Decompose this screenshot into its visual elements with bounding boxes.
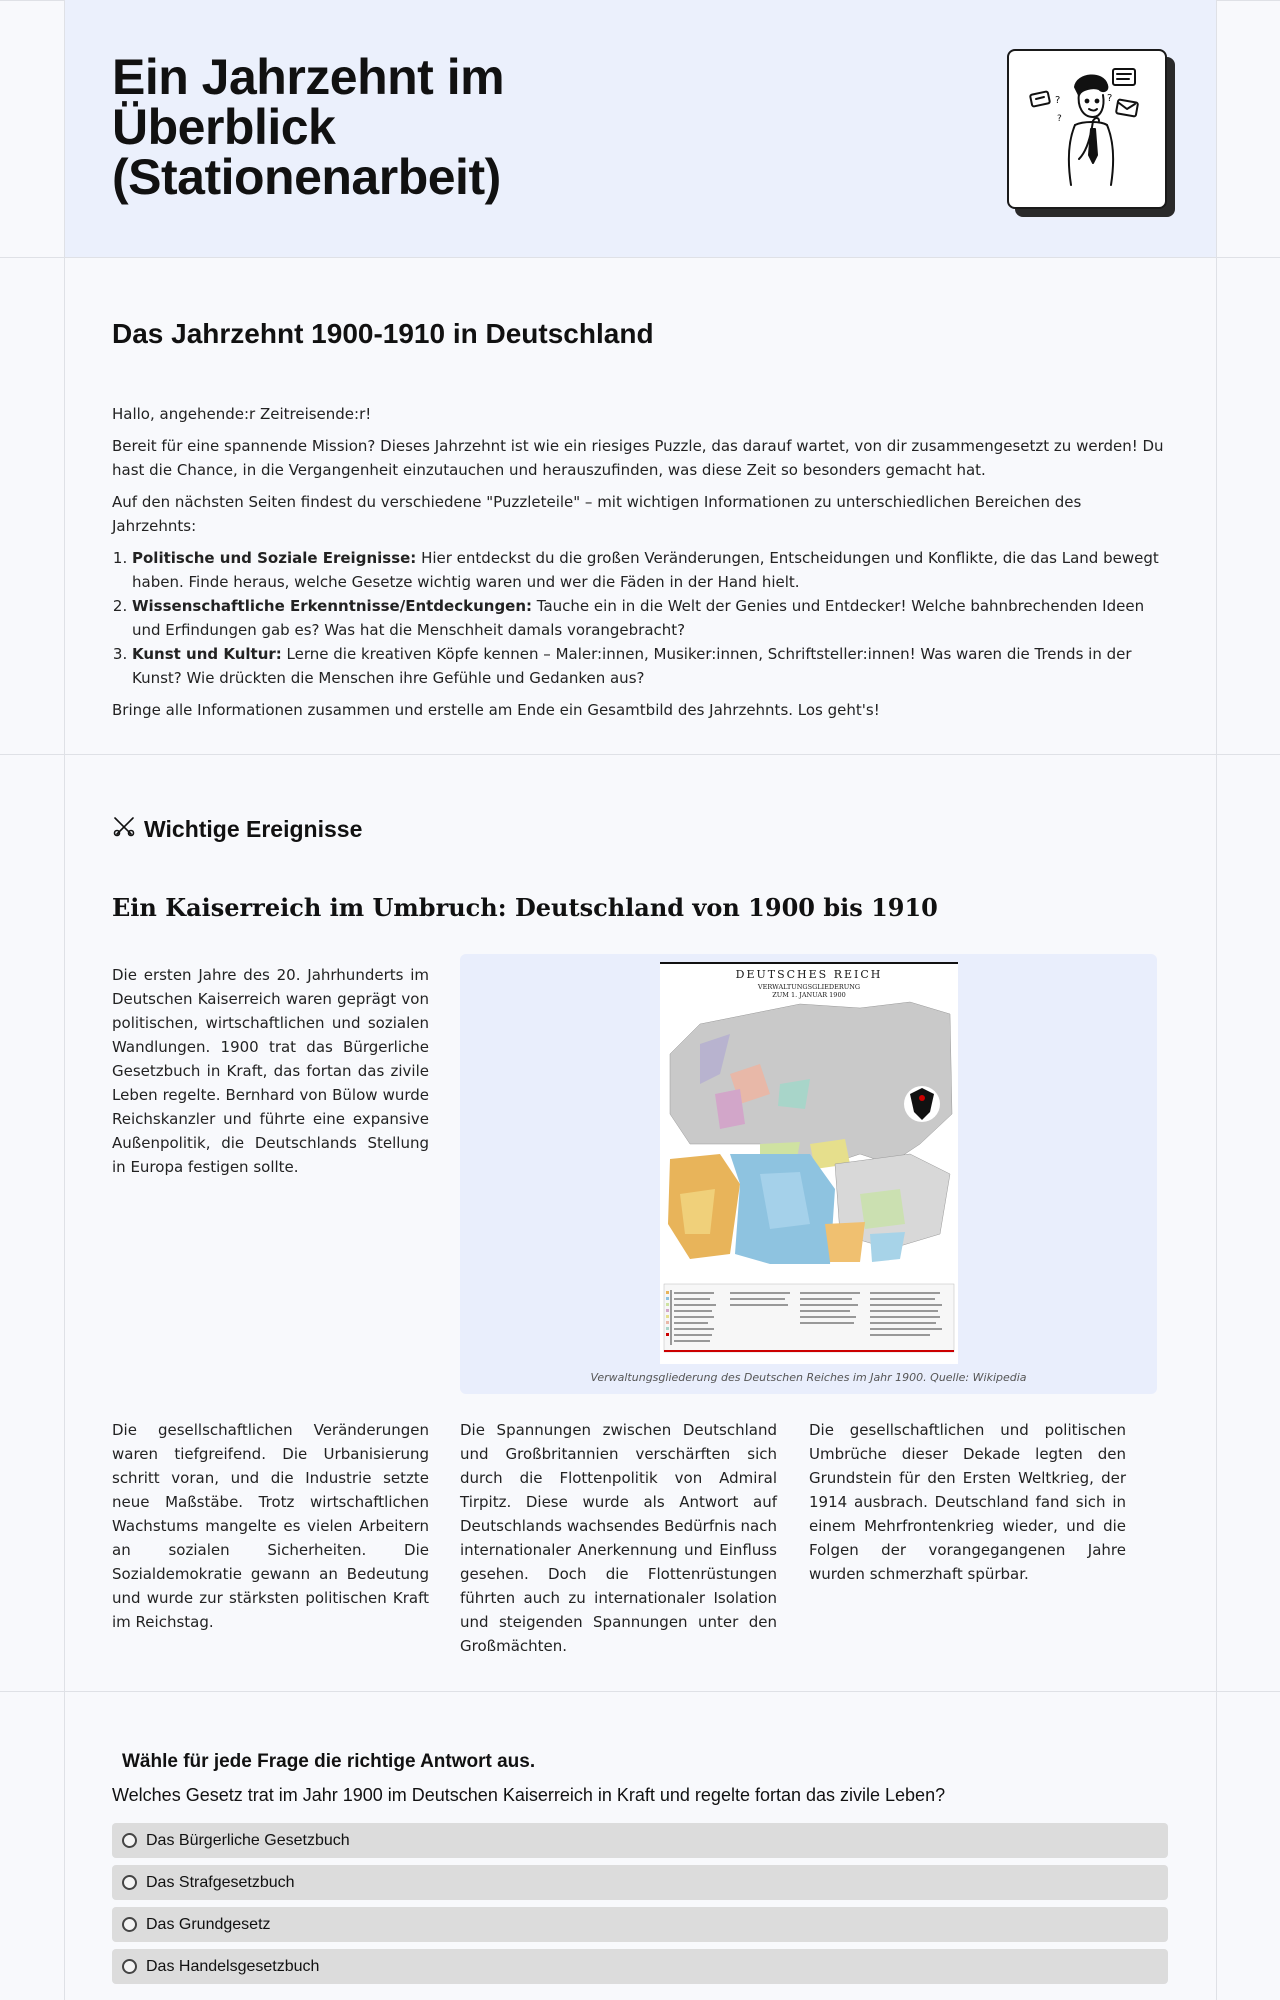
answer-label: Das Strafgesetzbuch <box>146 1873 295 1891</box>
map-caption: Verwaltungsgliederung des Deutschen Reiches im Jahr 1900. Quelle: Wikipedia <box>590 1371 1027 1384</box>
list-item-text: Lerne die kreativen Köpfe kennen – Maler:innen, Musiker:innen, Schriftsteller:innen! Was waren die Trends in der Kunst? Wie drückten die Menschen ihre Gefühle und Gedanken aus? <box>132 645 1132 687</box>
list-item <box>132 642 1168 690</box>
divider <box>0 1691 1280 1692</box>
intro-greeting: Hallo, angehende:r Zeitreisende:r! <box>112 405 372 423</box>
intro-title: Das Jahrzehnt 1900-1910 in Deutschland <box>112 318 654 349</box>
map-heading: DEUTSCHES REICH <box>735 968 883 981</box>
answer-label: Das Bürgerliche Gesetzbuch <box>146 1831 350 1849</box>
article-paragraph: Die gesellschaftlichen und politischen Umbrüche dieser Dekade legten den Grundstein für den Ersten Weltkrieg, der 1914 ausbrach. Deutschland fand sich in einem Mehrfrontenkrieg wieder, und die Folgen der vorangegangenen Jahre wurden schmerzhaft spürbar. <box>809 1421 1126 1583</box>
intro-paragraph: Auf den nächsten Seiten findest du verschiedene "Puzzleteile" – mit wichtigen Informationen zu unterschiedlichen Bereichen des Jahrzehnts: <box>112 493 1082 535</box>
map-subheading: VERWALTUNGSGLIEDERUNG ZUM 1. JANUAR 1900 <box>757 983 861 999</box>
list-item-bold: Wissenschaftliche Erkenntnisse/Entdeckungen: <box>132 597 533 615</box>
list-item <box>132 546 1168 594</box>
column-guide-right <box>1216 0 1217 2000</box>
map-graphic <box>660 994 958 1354</box>
answer-option[interactable] <box>112 1865 1168 1900</box>
article-title: Ein Kaiserreich im Umbruch: Deutschland von 1900 bis 1910 <box>112 893 938 922</box>
column-guide-left <box>64 0 65 2000</box>
svg-text:?: ? <box>1055 95 1061 106</box>
divider <box>0 754 1280 755</box>
answer-option[interactable] <box>112 1907 1168 1942</box>
radio-button[interactable] <box>122 1917 137 1932</box>
thinking-person-icon <box>1007 49 1167 209</box>
events-title: Wichtige Ereignisse <box>144 815 363 842</box>
crossed-swords-icon <box>112 815 136 843</box>
list-item-bold: Kunst und Kultur: <box>132 645 282 663</box>
map-figure <box>460 954 1157 1394</box>
list-item-text: Tauche ein in die Welt der Genies und Entdecker! Welche bahnbrechenden Ideen und Erfindungen gab es? Was hat die Menschheit damals vorangebracht? <box>132 597 1145 639</box>
svg-text:?: ? <box>1057 114 1062 124</box>
divider <box>0 257 1280 258</box>
map-image <box>660 962 958 1364</box>
svg-text:?: ? <box>1107 93 1113 104</box>
answer-option[interactable] <box>112 1823 1168 1858</box>
list-item <box>132 594 1168 642</box>
radio-button[interactable] <box>122 1875 137 1890</box>
article-paragraph: Die gesellschaftlichen Veränderungen waren tiefgreifend. Die Urbanisierung schritt voran, und die Industrie setzte neue Maßstäbe. Trotz wirtschaftlichen Wachstums mangelte es vielen Arbeitern an sozialen Sicherheiten. Die Sozialdemokratie gewann an Bedeutung und wurde zur stärksten politischen Kraft im Reichstag. <box>112 1421 429 1631</box>
radio-button[interactable] <box>122 1959 137 1974</box>
answer-option[interactable] <box>112 1949 1168 1984</box>
article-paragraph: Die Spannungen zwischen Deutschland und Großbritannien verschärften sich durch die Flottenpolitik von Admiral Tirpitz. Diese wurde als Antwort auf Deutschlands wachsendes Bedürfnis nach internationaler Anerkennung und Einfluss gesehen. Doch die Flottenrüstungen führten auch zu internationaler Isolation und steigenden Spannungen unter den Großmächten. <box>460 1421 777 1655</box>
station-list <box>132 546 1168 690</box>
intro-closing: Bringe alle Informationen zusammen und erstelle am Ende ein Gesamtbild des Jahrzehnts. Los geht's! <box>112 701 880 719</box>
events-heading <box>112 815 1168 843</box>
article-paragraph: Die ersten Jahre des 20. Jahrhunderts im Deutschen Kaiserreich waren geprägt von politischen, wirtschaftlichen und sozialen Wandlungen. 1900 trat das Bürgerliche Gesetzbuch in Kraft, das fortan das zivile Leben regelte. Bernhard von Bülow wurde Reichskanzler und führte eine expansive Außenpolitik, die Deutschlands Stellung in Europa festigen sollte. <box>112 966 429 1176</box>
page-title: Ein Jahrzehnt im Überblick (Stationenarbeit) <box>112 49 505 205</box>
radio-button[interactable] <box>122 1833 137 1848</box>
answer-label: Das Handelsgesetzbuch <box>146 1957 320 1975</box>
intro-paragraph: Bereit für eine spannende Mission? Dieses Jahrzehnt ist wie ein riesiges Puzzle, das darauf wartet, von dir zusammengesetzt zu werden! Du hast die Chance, in die Vergangenheit einzutauchen und herauszufinden, was diese Zeit so besonders gemacht hat. <box>112 437 1164 479</box>
page-header <box>65 0 1216 257</box>
intro-body <box>112 402 1168 730</box>
answer-label: Das Grundgesetz <box>146 1915 271 1933</box>
list-item-bold: Politische und Soziale Ereignisse: <box>132 549 417 567</box>
quiz-instruction: Wähle für jede Frage die richtige Antwort aus. <box>122 1751 536 1772</box>
quiz-question: Welches Gesetz trat im Jahr 1900 im Deutschen Kaiserreich in Kraft und regelte fortan das zivile Leben? <box>112 1785 946 1805</box>
list-item-text: Hier entdeckst du die großen Veränderungen, Entscheidungen und Konflikte, die das Land bewegt haben. Finde heraus, welche Gesetze wichtig waren und wer die Fäden in der Hand hielt. <box>132 549 1159 591</box>
